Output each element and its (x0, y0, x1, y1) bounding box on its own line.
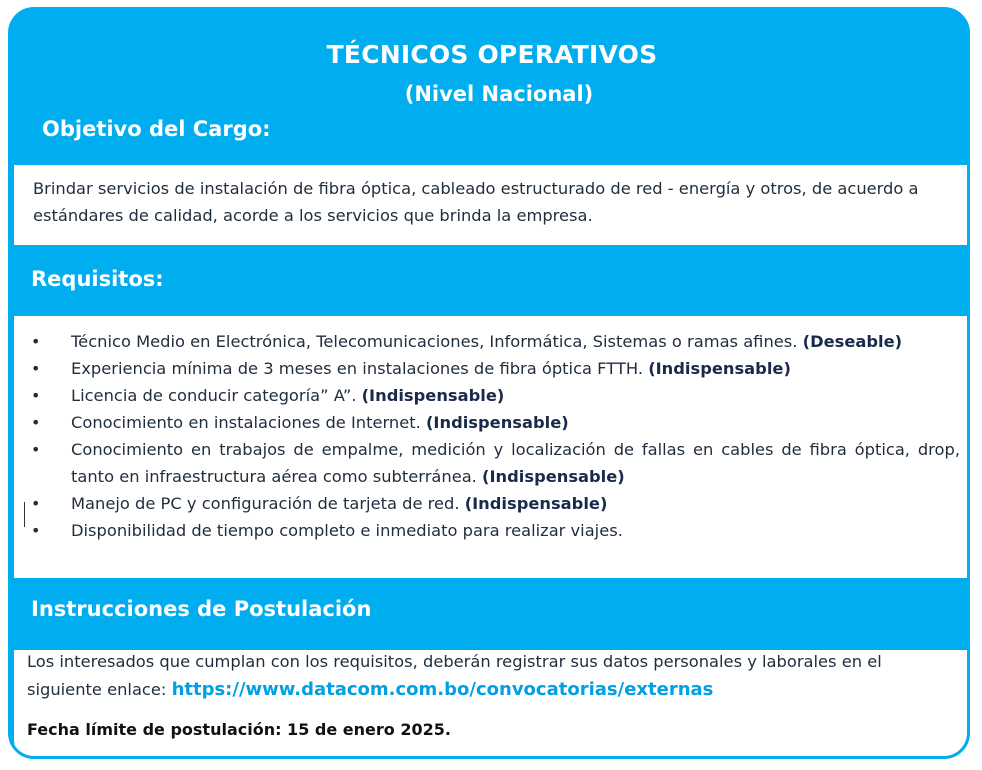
text-cursor (24, 502, 25, 527)
bullet-icon: • (31, 494, 41, 513)
requirements-heading: Requisitos: (31, 267, 164, 291)
instructions-text (27, 648, 959, 704)
bullet-icon: • (31, 332, 41, 351)
requirements-list (31, 328, 960, 544)
bullet-icon: • (31, 413, 41, 432)
requirement-item (31, 409, 960, 436)
bullet-icon: • (31, 440, 41, 459)
bullet-icon: • (31, 521, 41, 540)
requirement-text: Manejo de PC y configuración de tarjeta de red. (71, 494, 465, 513)
requirement-text: Experiencia mínima de 3 meses en instalaciones de fibra óptica FTTH. (71, 359, 649, 378)
requirement-tag: (Indispensable) (361, 386, 505, 405)
requirement-text: Licencia de conducir categoría” A”. (71, 386, 362, 405)
requirements-panel (14, 316, 970, 578)
requirement-item (31, 436, 960, 490)
requirement-item (31, 517, 960, 544)
deadline-text: Fecha límite de postulación: 15 de enero 2025. (27, 720, 451, 739)
instructions-body: Los interesados que cumplan con los requisitos, deberán registrar sus datos personales y laborales en el siguiente enlace: (27, 652, 882, 699)
job-posting-card (8, 7, 970, 759)
requirement-item (31, 490, 960, 517)
requirement-tag: (Indispensable) (425, 413, 569, 432)
application-link[interactable]: https://www.datacom.com.bo/convocatorias/externas (171, 679, 714, 700)
requirement-text: Conocimiento en instalaciones de Internet. (71, 413, 426, 432)
job-title: TÉCNICOS OPERATIVOS (326, 40, 658, 69)
objective-text: Brindar servicios de instalación de fibra óptica, cableado estructurado de red - energía y otros, de acuerdo a estándares de calidad, acorde a los servicios que brinda la empresa. (33, 179, 919, 225)
bullet-icon: • (31, 386, 41, 405)
instructions-heading: Instrucciones de Postulación (31, 597, 372, 621)
instructions-panel (14, 650, 970, 759)
requirement-text: Conocimiento en trabajos de empalme, medición y localización de fallas en cables de fibra óptica, drop, tanto en infraestructura aérea como subterránea. (71, 440, 960, 486)
requirement-tag: (Indispensable) (482, 467, 625, 486)
requirement-text: Disponibilidad de tiempo completo e inmediato para realizar viajes. (71, 521, 623, 540)
requirement-item (31, 382, 960, 409)
objective-heading: Objetivo del Cargo: (42, 117, 271, 141)
requirement-tag: (Deseable) (802, 332, 903, 351)
requirement-tag: (Indispensable) (648, 359, 791, 378)
requirement-item (31, 328, 960, 355)
requirement-item (31, 355, 960, 382)
requirement-text: Técnico Medio en Electrónica, Telecomunicaciones, Informática, Sistemas o ramas afines. (71, 332, 803, 351)
requirement-tag: (Indispensable) (464, 494, 608, 513)
objective-panel (14, 165, 970, 245)
job-subtitle: (Nivel Nacional) (404, 82, 594, 106)
bullet-icon: • (31, 359, 41, 378)
